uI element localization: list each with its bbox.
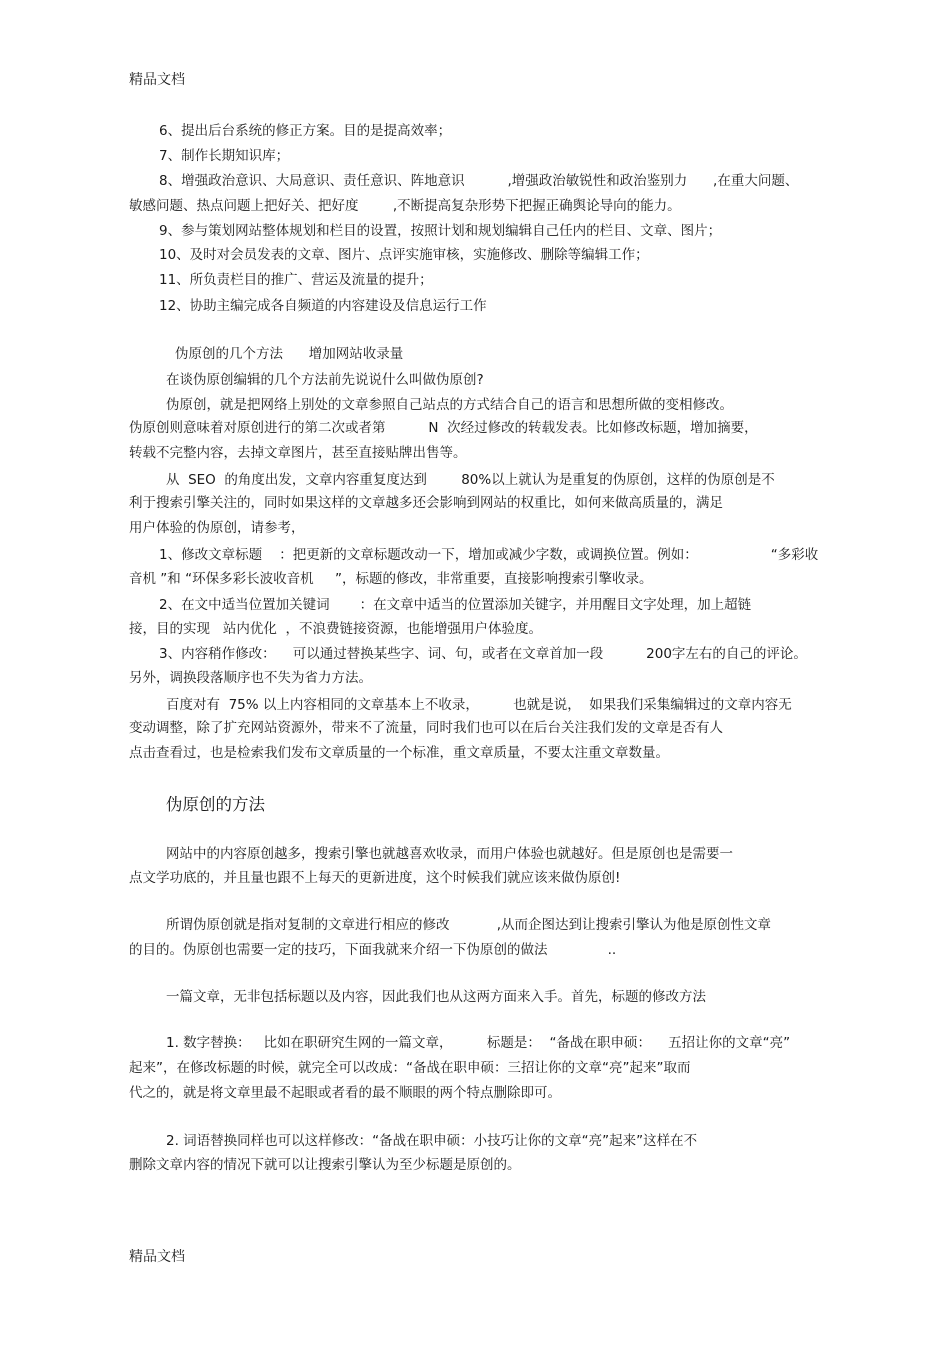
- duty-line: 8、增强政治意识、大局意识、责任意识、阵地意识 ,增强政治敏锐性和政治鉴别力 ,在重大问题、: [159, 173, 799, 189]
- paragraph-line: 2、在文中适当位置加关键词 ：在文章中适当的位置添加关键字，并用醒目文字处理，加上超链: [159, 597, 752, 613]
- paragraph-line: 点文学功底的，并且量也跟不上每天的更新进度，这个时候我们就应该来做伪原创!: [129, 870, 621, 886]
- page-header: 精品文档: [129, 72, 185, 88]
- paragraph-line: 1、修改文章标题 ：把更新的文章标题改动一下，增加或减少字数，或调换位置。例如： “多彩收: [159, 547, 819, 563]
- paragraph-line: 所谓伪原创就是指对复制的文章进行相应的修改 ,从而企图达到让搜索引擎认为他是原创性文章: [166, 917, 771, 933]
- paragraph-line: 在谈伪原创编辑的几个方法前先说说什么叫做伪原创?: [166, 372, 484, 388]
- paragraph-line: 变动调整，除了扩充网站资源外，带来不了流量，同时我们也可以在后台关注我们发的文章是否有人: [129, 720, 723, 736]
- paragraph-line: 从 SEO 的角度出发，文章内容重复度达到 80%以上就认为是重复的伪原创，这样的伪原创是不: [166, 472, 775, 488]
- paragraph-line: 伪原创，就是把网络上别处的文章参照自己站点的方式结合自己的语言和思想所做的变相修改。: [166, 397, 733, 413]
- paragraph-line: 接，目的实现 站内优化 ，不浪费链接资源，也能增强用户体验度。: [129, 621, 542, 637]
- paragraph-line: 删除文章内容的情况下就可以让搜索引擎认为至少标题是原创的。: [129, 1157, 521, 1173]
- paragraph-line: 一篇文章，无非包括标题以及内容，因此我们也从这两方面来入手。首先，标题的修改方法: [166, 989, 706, 1005]
- duty-line: 9、参与策划网站整体规划和栏目的设置，按照计划和规划编辑自己任内的栏目、文章、图片；: [159, 223, 722, 239]
- paragraph-line: 的目的。伪原创也需要一定的技巧，下面我就来介绍一下伪原创的做法 ..: [129, 942, 617, 958]
- paragraph-line: 2. 词语替换同样也可以这样修改：“备战在职申硕：小技巧让你的文章“亮”起来”这样在不: [166, 1133, 698, 1149]
- paragraph-line: 音机 ”和 “环保多彩长波收音机 ”，标题的修改，非常重要，直接影响搜索引擎收录。: [129, 571, 653, 587]
- duty-line: 10、及时对会员发表的文章、图片、点评实施审核，实施修改、删除等编辑工作；: [159, 247, 649, 263]
- section-title: 伪原创的几个方法 增加网站收录量: [175, 346, 404, 362]
- duty-line: 11、所负责栏目的推广、营运及流量的提升；: [159, 272, 433, 288]
- paragraph-line: 网站中的内容原创越多，搜索引擎也就越喜欢收录，而用户体验也就越好。但是原创也是需要一: [166, 846, 733, 862]
- paragraph-line: 代之的，就是将文章里最不起眼或者看的最不顺眼的两个特点删除即可。: [129, 1085, 561, 1101]
- duty-line: 6、提出后台系统的修正方案。目的是提高效率；: [159, 123, 452, 139]
- paragraph-line: 点击查看过，也是检索我们发布文章质量的一个标准，重文章质量，不要太注重文章数量。: [129, 745, 669, 761]
- paragraph-line: 百度对有 75% 以上内容相同的文章基本上不收录， 也就是说， 如果我们采集编辑过的文章内容无: [166, 697, 792, 713]
- paragraph-line: 另外，调换段落顺序也不失为省力方法。: [129, 670, 372, 686]
- paragraph-line: 起来”，在修改标题的时候，就完全可以改成：“备战在职申硕：三招让你的文章“亮”起来”取而: [129, 1060, 691, 1076]
- paragraph-line: 利于搜索引擎关注的，同时如果这样的文章越多还会影响到网站的权重比，如何来做高质量的，满足: [129, 495, 723, 511]
- page-footer: 精品文档: [129, 1249, 185, 1265]
- duty-line: 敏感问题、热点问题上把好关、把好度 ,不断提高复杂形势下把握正确舆论导向的能力。: [129, 198, 681, 214]
- duty-line: 7、制作长期知识库；: [159, 148, 290, 164]
- section-heading: 伪原创的方法: [166, 795, 265, 814]
- paragraph-line: 转载不完整内容，去掉文章图片，甚至直接贴牌出售等。: [129, 445, 467, 461]
- duty-line: 12、协助主编完成各自频道的内容建设及信息运行工作: [159, 298, 487, 314]
- paragraph-line: 伪原创则意味着对原创进行的第二次或者第 N 次经过修改的转载发表。比如修改标题，增加摘要，: [129, 420, 758, 436]
- paragraph-line: 3、内容稍作修改： 可以通过替换某些字、词、句，或者在文章首加一段 200字左右的自己的评论。: [159, 646, 807, 662]
- paragraph-line: 1. 数字替换： 比如在职研究生网的一篇文章， 标题是： “备战在职申硕： 五招让你的文章“亮”: [166, 1035, 791, 1051]
- paragraph-line: 用户体验的伪原创，请参考，: [129, 520, 305, 536]
